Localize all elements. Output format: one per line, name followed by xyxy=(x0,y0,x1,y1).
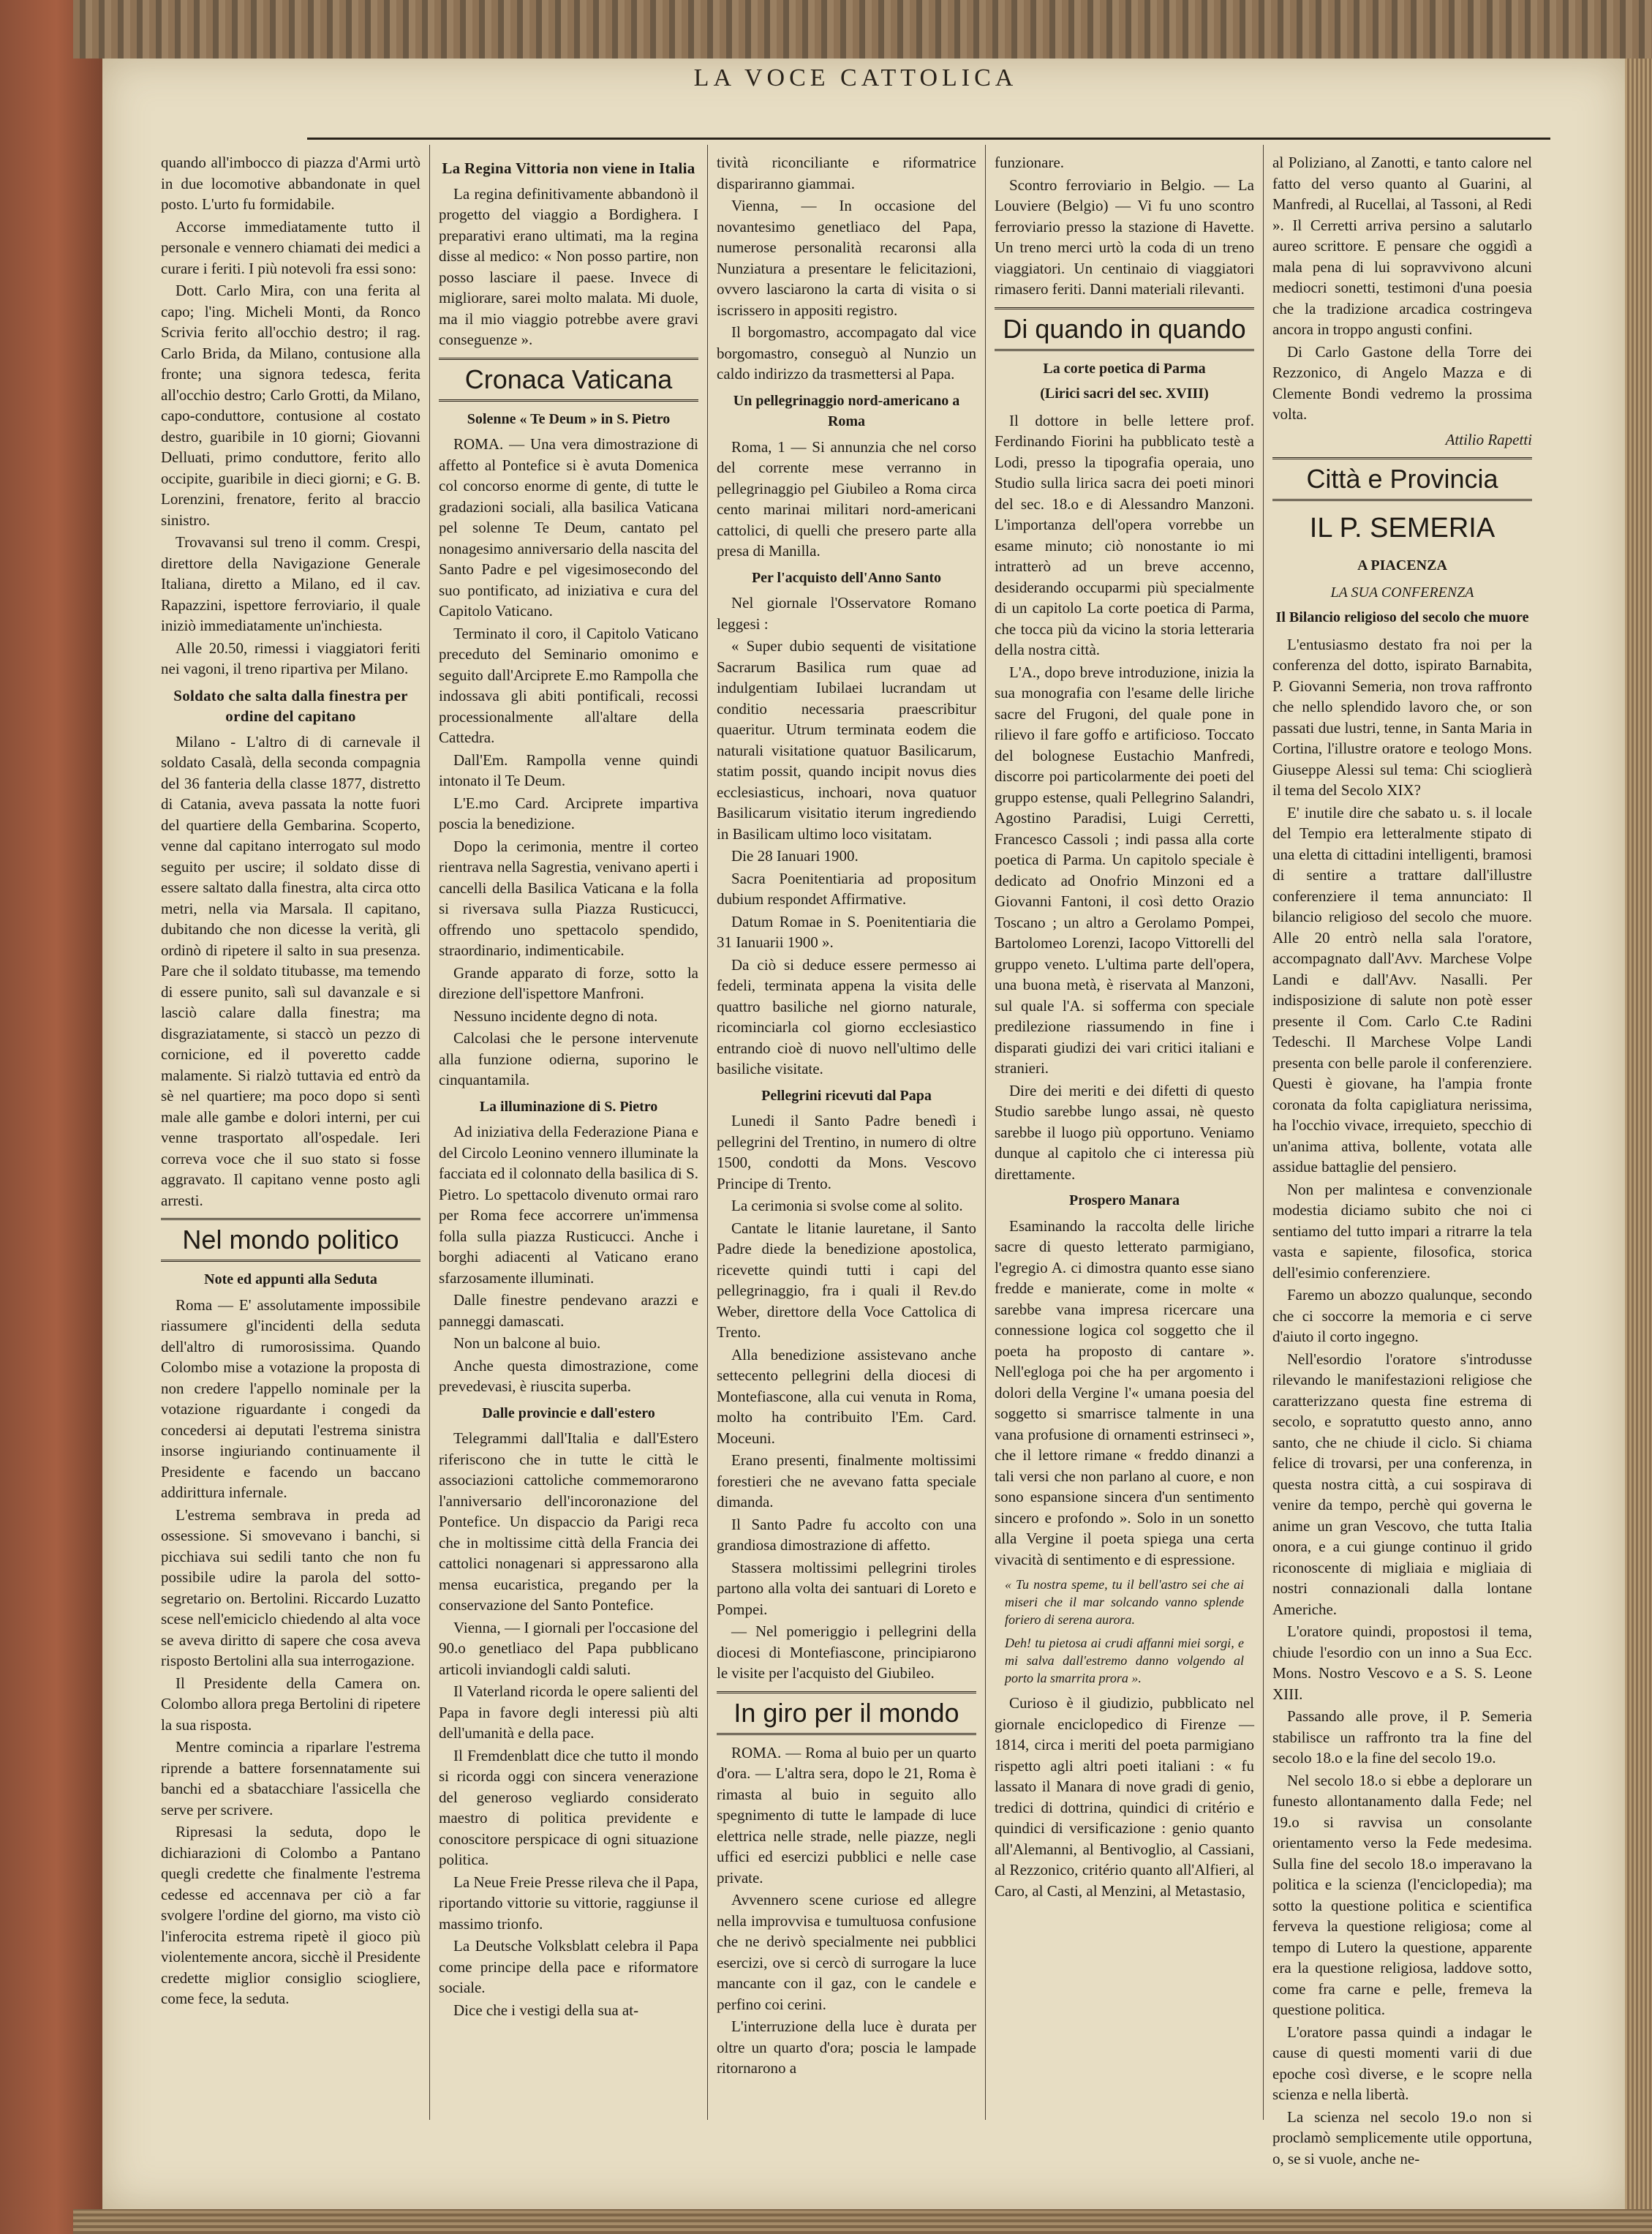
paragraph: Ripresasi la seduta, dopo le dichiarazioni di Colombo a Pantano quegli credette che finalmente l'estrema cedesse ed accennava per ciò a far svolgere l'ordine del giorno, ma visto ciò l'inferocita estrema ripetè il gioco più violentemente ancora, sicchè il Presidente credette miglior consiglio sciogliere, come fece, la seduta. xyxy=(161,1823,420,2007)
article-headline: Solenne « Te Deum » in S. Pietro xyxy=(467,410,671,427)
paragraph: Mentre comincia a riparlare l'estrema riprende a battere forsennatamente sui banchi ed a sbatacchiare l'assicella che serve per scrivere. xyxy=(161,1738,420,1819)
paragraph: Erano presenti, finalmente moltissimi forestieri che ne avevano fatta speciale dimanda. xyxy=(717,1451,976,1511)
article-headline: La Regina Vittoria non viene in Italia xyxy=(442,159,695,177)
paragraph: La regina definitivamente abbandonò il progetto del viaggio a Bordighera. I preparativi erano ultimati, ma la regina disse al medico: « Non posso partire, non posso lasciare il paese. Invece di migliorare, sarei molto malata. Mi duole, ma il mio viaggio potrebbe avere gravi conseguenze ». xyxy=(439,184,698,348)
binding-spine xyxy=(0,0,102,2234)
article-headline: Prospero Manara xyxy=(1069,1192,1180,1208)
paragraph: Dopo la cerimonia, mentre il corteo rientrava nella Sagrestia, venivano aperti i cancelli della Basilica Vaticana e la folla si riversava sulla Piazza Rusticucci, offrendo uno spettacolo spendido, straordinario, indimenticabile. xyxy=(439,837,698,959)
paragraph: Nessuno incidente degno di nota. xyxy=(453,1007,658,1025)
paragraph: Da ciò si deduce essere permesso ai fedeli, terminata appena la visita delle quattro basiliche nel giorno naturale, ricominciarla col giorno ecclesiastico entrando cioè di nuovo nell'ultimo delle basiliche visitate. xyxy=(717,955,976,1077)
article-headline: Per l'acquisto dell'Anno Santo xyxy=(751,569,942,586)
paragraph: Telegrammi dall'Italia e dall'Estero riferiscono che in tutte le città le associazioni cattoliche commemorarono l'anniversario dell'incoronazione del Pontefice. Un dispaccio da Parigi reca che in moltissime città della Francia dei cattolici nonagenari si appressarono alla mensa eucaristica, pregando per la conservazione del Santo Pontefice. xyxy=(439,1429,698,1614)
paragraph: La scienza nel secolo 19.o non si proclamò semplicemente utile opportuna, o, se si vuole, anche ne- xyxy=(1272,2107,1532,2167)
paragraph: — Nel pomeriggio i pellegrini della diocesi di Montefiascone, principiarono le visite per l'acquisto del Giubileo. xyxy=(717,1622,976,1682)
verse-quote: Deh! tu pietosa ai crudi affanni miei sorgi, e mi salva dall'estremo danno volgendo al porto la smarrita prora ». xyxy=(1005,1636,1244,1685)
masthead-rule xyxy=(307,138,1550,140)
paragraph: Milano - L'altro di di carnevale il soldato Casalà, della seconda compagnia del 36 fanteria della classe 1877, distretto di Catania, aveva passata la notte fuori del quartiere della Gembarina. Scoperto, venne dal capitano interrogato sul modo seguito per uscire; il soldato disse di essere saltato dalla finestra, alta circa otto metri, nella via Marsala. Il capitano, dubitando che non dicesse la verità, gli ordinò di ripetere il salto in sua presenza. Pare che il soldato titubasse, ma temendo di essere punito, salì sul davanzale e si lasciò calare dalla finestra; ma disgraziatamente, si staccò un pezzo di cornicione, ed il poveretto cadde malamente. Si rialzò tuttavia ed entrò da sè nel quartiere; ma poco dopo si sentì male alle gambe e dolori interni, per cui venne trasportato all'ospedale. Ieri correva voce che il suo stato si fosse aggravato. Il capitano venne posto agli arresti. xyxy=(161,732,420,1209)
paragraph: Roma — E' assolutamente impossibile riassumere gl'incidenti della seduta dell'altro di rumorosissima. Quando Colombo mise a votazione la proposta di non credere l'appello nominale per la votazione riguardante i congedi da concedersi ai deputati l'estrema sinistra insorse ingiuriando continuamente il Presidente e facendo un baccano addirittura infernale. xyxy=(161,1295,420,1501)
paragraph: Die 28 Ianuari 1900. xyxy=(731,847,859,865)
paragraph: Il Santo Padre fu accolto con una grandiosa dimostrazione di affetto. xyxy=(717,1515,976,1554)
section-heading: Città e Provincia xyxy=(1272,457,1532,501)
paragraph: Esaminando la raccolta delle liriche sacre di questo letterato parmigiano, l'egregio A. ci dimostra quanto esse siano fredde e manierate, come in molte « sarebbe vana impresa ricercare una connessione logica col soggetto che il poeta ha proposto di cantare ». Nell'egloga poi che ha per argomento i dolori della Vergine l'« umana poesia del soggetto si smarrisce talmente in una vana profusione di ornamenti estrinseci », che il lettore rimane « freddo dinanzi a tali versi che non parlano al cuore, e non sono espansione sincera d'un sentimento sincero e profondo ». Solo in un sonetto alla Vergine il poeta spiega una certa vivacità di sentimento e di espressione. xyxy=(995,1216,1254,1568)
paragraph: Lunedi il Santo Padre benedì i pellegrini del Trentino, in numero di oltre 1500, condotti da Mons. Vescovo Principe di Trento. xyxy=(717,1112,976,1192)
paragraph: La cerimonia si svolse come al solito. xyxy=(731,1197,963,1214)
paragraph: L'oratore passa quindi a indagar le cause di questi momenti varii di due epoche così diverse, e le scopre nella scienza e nella libertà. xyxy=(1272,2023,1532,2103)
paragraph: Cantate le litanie lauretane, il Santo Padre diede la benedizione apostolica, ricevette quindi tutti i capi del pellegrinaggio, fra i quali il Rev.do Weber, direttore della Voce Cattolica di Trento. xyxy=(717,1219,976,1341)
paragraph: Di Carlo Gastone della Torre dei Rezzonico, di Angelo Mazza e di Clemente Bondi vedremo la prossima volta. xyxy=(1272,342,1532,423)
paragraph: funzionare. xyxy=(995,154,1065,171)
paragraph: Dire dei meriti e dei difetti di questo Studio sarebbe lungo assai, nè questo sarebbe il luogo più opportuno. Veniamo dunque al capitolo che ci interessa più direttamente. xyxy=(995,1081,1254,1183)
paragraph: Dice che i vestigi della sua at- xyxy=(453,2001,639,2019)
column-divider xyxy=(707,145,708,2120)
paragraph: Dott. Carlo Mira, con una ferita al capo; l'ing. Micheli Monti, da Ronco Scrivia ferito all'occhio destro; il rag. Carlo Brida, da Milano, contusione alla fronte; una signora tedesca, ferita all'occhio destro; Carlo Grotti, da Milano, capo-conduttore, contusione al costato destro, guaribile in 10 giorni; Giovanni Delluati, primo conduttore, ferito allo occipite, guaribile in dieci giorni; e G. B. Lorenzini, frenatore, ferito al braccio sinistro. xyxy=(161,282,420,529)
article-headline: Dalle provincie e dall'estero xyxy=(482,1404,655,1421)
section-heading: Di quando in quando xyxy=(995,307,1254,351)
article-headline: Soldato che salta dalla finestra per ordine del capitano xyxy=(173,686,408,725)
paragraph: Ad iniziativa della Federazione Piana e del Circolo Leonino vennero illuminate la facciata ed il colonnato della basilica di S. Pietro. Lo spettacolo divenuto ormai raro per Roma fece accorrere un'immensa folla sulla piazza Rusticucci. Anche i borghi adiacenti al Vaticano erano sfarzosamente illuminati. xyxy=(439,1123,698,1287)
paragraph: L'estrema sembrava in preda ad ossessione. Si smovevano i banchi, si picchiava sui sedili tanto che non fu possibile udire la parola del sotto-segretario on. Bertolini. Riccardo Luzatto scese nell'emiciclo chiedendo al alta voce se aveva diritto di sapere che cosa aveva risposto Bertolini alla sua interrogazione. xyxy=(161,1505,420,1669)
paragraph: E' inutile dire che sabato u. s. il locale del Tempio era letteralmente stipato di una eletta di cittadini intelligenti, bramosi di sentire a trattare dall'illustre conferenziere il tema annunciato: Il bilancio religioso del secolo che muore. Alle 20 entrò nella sala l'oratore, accompagnato dall'Avv. Marchese Volpe Landi e dall'Avv. Nasalli. Per indisposizione di salute non potè esser presente il Com. Carlo C.te Radini Tedeschi. Il Marchese Volpe Landi presenta con belle parole il conferenziere. Questi è giovane, ha l'ampia fronte coronata da folta capigliatura nerissima, ha l'occhio vivace, irrequieto, specchio di un'anima attiva, bollente, votata alle assidue battaglie del pensiero. xyxy=(1272,803,1532,1176)
paragraph: ROMA. — Roma al buio per un quarto d'ora. — L'altra sera, dopo le 21, Roma è rimasta al buio in seguito allo spegnimento di tutte le lampade di luce elettrica nelle strade, nelle piazze, negli uffici ed esercizi pubblici e nelle case private. xyxy=(717,1743,976,1887)
paragraph: quando all'imbocco di piazza d'Armi urtò in due locomotive abbandonate in quel posto. L'urto fu formidabile. xyxy=(161,154,420,213)
paragraph: Il Vaterland ricorda le opere salienti del Papa in favore degli interessi più alti dell'umanità e della pace. xyxy=(439,1682,698,1742)
paragraph: Dalle finestre pendevano arazzi e panneggi damascati. xyxy=(439,1291,698,1330)
paragraph: tività riconciliante e riformatrice dispariranno giammai. xyxy=(717,154,976,192)
paragraph: Nel giornale l'Osservatore Romano leggesi : xyxy=(717,594,976,633)
paragraph: L'oratore quindi, propostosi il tema, chiude l'esordio con un inno a Sua Ecc. Mons. Nostro Vescovo e a S. S. Leone XIII. xyxy=(1272,1622,1532,1703)
column-3 xyxy=(717,152,976,2120)
paragraph: Alla benedizione assistevano anche settecento pellegrini della diocesi di Montefiascone, alla cui venuta in Roma, molto ha contribuito l'Em. Card. Moceuni. xyxy=(717,1345,976,1447)
paragraph: Nell'esordio l'oratore s'introdusse rilevando le manifestazioni religiose che caratterizzano questa fine estrema di secolo, e sopratutto questo anno, anno santo, che ne chiude il ciclo. Si chiama felice di trovarsi, per una conferenza, in questa nostra città, a cui sospirava di venire da tempo, perchè qui governa le anime un gran Vescovo, che tutta Italia onora, e a cui giunge continuo il grido riconoscente di migliaia e migliaia di nostri connazionali dalla lontane Americhe. xyxy=(1272,1350,1532,1618)
paragraph: L'A., dopo breve introduzione, inizia la sua monografia con l'esame delle liriche sacre del Frugoni, del quale pone in rilievo il fare goffo e artificioso. Toccato del bolognese Eustachio Manfredi, discorre poi particolarmente dei poeti del gruppo estense, quali Pellegrino Salandri, Agostino Paradisi, Luigi Cerretti, Francesco Cassoli ; indi passa alla corte poetica di Parma. Un capitolo speciale è dedicato ad Onofrio Minzoni ed a Giovanni Fantoni, il così detto Orazio Toscano ; un altro a Gerolamo Pompei, Bartolomeo Lorenzi, Iacopo Vittorelli del gruppo veneto. L'ultima parte dell'opera, una buona metà, è riservata al Manzoni, sul quale l'A. si sofferma con speciale predilezione riassumendo in fine i disparati giudizi dei vari critici italiani e stranieri. xyxy=(995,663,1254,1077)
paragraph: Scontro ferroviario in Belgio. — La Louviere (Belgio) — Vi fu uno scontro ferroviario presso la stazione di Havette. Un treno merci urtò la coda di un treno viaggiatori. Un centinaio di viaggiatori rimasero feriti. Danni materiali rilevanti. xyxy=(995,176,1254,298)
paragraph: Sacra Poenitentiaria ad propositum dubium respondet Affirmative. xyxy=(717,869,976,908)
verse-quote: « Tu nostra speme, tu il bell'astro sei che ai miseri che il mar solcando vanno splende foriero di serena aurora. xyxy=(1005,1577,1244,1627)
paragraph: L'entusiasmo destato fra noi per la conferenza del dotto, ispirato Barnabita, P. Giovanni Semeria, non trova raffronto che nello splendido lavoro che, or son passati due lustri, tenne, in Santa Maria in Cortina, l'illustre oratore e teologo Mons. Giuseppe Alessi sul tema: Chi scioglierà il tema del Secolo XIX? xyxy=(1272,635,1532,799)
paragraph: Nel secolo 18.o si ebbe a deplorare un funesto allontanamento dalla Fede; nel 19.o si ravvisa un consolante orientamento verso la Fede medesima. Sulla fine del secolo 18.o imperavano la politica e la scienza (l'enciclopedia); ma sotto la questione politica e scientifica ferveva la questione religiosa; come al tempo di Lutero la questione, apparente era la questione religiosa, laddove sotto, come fra carne e pelle, fremeva la questione politica. xyxy=(1272,1771,1532,2018)
newspaper-page xyxy=(102,59,1625,2209)
paragraph: Anche questa dimostrazione, come prevedevasi, è riuscita superba. xyxy=(439,1356,698,1395)
paragraph: Il borgomastro, accompagato dal vice borgomastro, conseguò al Nunzio un caldo indirizzo da trasmettersi al Papa. xyxy=(717,323,976,383)
paragraph: Dall'Em. Rampolla venne quindi intonato il Te Deum. xyxy=(439,751,698,789)
column-5 xyxy=(1272,152,1532,2167)
paragraph: Alle 20.50, rimessi i viaggiatori feriti nei vagoni, il treno ripartiva per Milano. xyxy=(161,639,420,677)
author-signature: Attilio Rapetti xyxy=(1445,430,1532,448)
page-stack-top-edge xyxy=(73,0,1652,59)
paragraph: L'E.mo Card. Arciprete impartiva poscia la benedizione. xyxy=(439,794,698,832)
paragraph: Terminato il coro, il Capitolo Vaticano preceduto del Seminario omonimo e seguito dall'Arciprete E.mo Rampolla che indossava gli abiti pontificali, recossi processionalmente all'altare della Cattedra. xyxy=(439,624,698,746)
paragraph: L'interruzione della luce è durata per oltre un quarto d'ora; poscia le lampade ritornarono a xyxy=(717,2017,976,2077)
article-subheading: (Lirici sacri del sec. XVIII) xyxy=(1040,386,1209,402)
section-heading: Cronaca Vaticana xyxy=(439,358,698,402)
article-headline: Pellegrini ricevuti dal Papa xyxy=(761,1087,932,1104)
paragraph: Calcolasi che le persone intervenute alla funzione odierna, suporino le cinquantamila. xyxy=(439,1029,698,1088)
paragraph: La Neue Freie Presse rileva che il Papa, riportando vittorie su vittorie, raggiunse il massimo trionfo. xyxy=(439,1873,698,1933)
paragraph: Stassera moltissimi pellegrini tiroles partono alla volta dei santuari di Loreto e Pompei. xyxy=(717,1558,976,1618)
article-headline: La corte poetica di Parma xyxy=(1043,360,1206,377)
page-stack-bottom-edge xyxy=(73,2209,1652,2234)
paragraph: Vienna, — In occasione del novantesimo genetliaco del Papa, numerose personalità recaronsi alla Nunziatura a presentare le felicitazioni, ovvero lasciarono la carta di visita o si iscrissero in appositi registro. xyxy=(717,197,976,319)
paragraph: « Super dubio sequenti de visitatione Sacrarum Basilica rum quae ad indulgentiam Iubilaei lucrandam ut conditio necessaria praescribitur quaeritur. Utrum terminata eodem die naturali visitatione quatuor Basilicarum, statim possit, quando incipit novus dies ecclesiasticus, inchoari, nova quatuor Basilicarum visitatio iterum ingrediendo in Basilicam ultimo loco visitatam. xyxy=(717,637,976,843)
section-heading: Nel mondo politico xyxy=(161,1218,420,1262)
article-headline: Un pellegrinaggio nord-americano a Roma xyxy=(733,392,960,429)
paragraph: Non un balcone al buio. xyxy=(453,1334,601,1352)
paragraph: Accorse immediatamente tutto il personale e vennero chiamati dei medici a curare i feriti. I più notevoli fra essi sono: xyxy=(161,217,420,277)
paragraph: Grande apparato di forze, sotto la direzione dell'ispettore Manfroni. xyxy=(439,963,698,1002)
article-subheading: A PIACENZA xyxy=(1357,557,1447,573)
article-headline: Note ed appunti alla Seduta xyxy=(204,1271,377,1287)
column-1 xyxy=(161,152,420,2120)
paragraph: Il Presidente della Camera on. Colombo allora prega Bertolini di ripetere la sua risposta. xyxy=(161,1674,420,1734)
paragraph: Roma, 1 — Si annunzia che nel corso del corrente mese verranno in pellegrinaggio pel Giubileo a Roma circa cento marinai militari nord-americani cattolici, di quelli che presero parte alla presa di Manilla. xyxy=(717,437,976,560)
article-headline: La illuminazione di S. Pietro xyxy=(479,1098,658,1115)
page-stack-right-edge xyxy=(1625,59,1652,2234)
column-divider xyxy=(1263,145,1264,2120)
paragraph: La Deutsche Volksblatt celebra il Papa come principe della pace e riformatore sociale. xyxy=(439,1937,698,1996)
paragraph: Non per malintesa e convenzionale modestia diciamo subito che noi ci sentiamo del tutto impari a ritrarre la tela vasta e sapiente, filosofica, storica dell'esimio conferenziere. xyxy=(1272,1180,1532,1282)
paragraph: Avvennero scene curiose ed allegre nella improvvisa e tumultuosa confusione che ne derivò specialmente nei pubblici esercizi, ove si cercò di surrogare la luce mancante con il gaz, con le candele e perfino coi cerini. xyxy=(717,1891,976,2013)
column-4 xyxy=(995,152,1254,2120)
column-divider xyxy=(985,145,986,2120)
paragraph: Il dottore in belle lettere prof. Ferdinando Fiorini ha pubblicato testè a Lodi, presso la tipografia operaia, uno Studio sulla lirica sacra dei poeti minori del sec. 18.o e di Alessandro Manzoni. L'importanza dell'opera vorrebbe un esame minuto; ciò nonostante io mi intratterò ad un breve accenno, desiderando occuparmi più specialmente di un capitolo La corte poetica di Parma, che tocca più da vicino la storia letteraria della nostra città. xyxy=(995,411,1254,658)
paragraph: Faremo un abozzo qualunque, secondo che ci soccorre la memoria e ci serve d'aiuto il corto ingegno. xyxy=(1272,1286,1532,1345)
article-subheading: Il Bilancio religioso del secolo che muore xyxy=(1275,609,1529,625)
paragraph: Curioso è il giudizio, pubblicato nel giornale enciclopedico di Firenze — 1814, circa i meriti del poeta parmigiano rispetto agli altri poeti italiani : « fu lassato il Manara di nove gradi di genio, tredici di dottrina, quindici di critério e quindici di versificazione : genio quanto all'Alemanni, al Bentivoglio, al Cassiani, al Rezzonico, critério quanto all'Alfieri, al Caro, al Casti, al Menzini, al Metastasio, xyxy=(995,1694,1254,1900)
paragraph: Trovavansi sul treno il comm. Crespi, direttore della Navigazione Generale Italiana, diretto a Milano, ed il cav. Rapazzini, ispettore ferroviario, il quale iniziò immediatamente un'inchiesta. xyxy=(161,533,420,634)
article-headline: IL P. SEMERIA xyxy=(1309,513,1496,544)
paragraph: Vienna, — I giornali per l'occasione del 90.o genetliaco del Papa pubblicano articoli inviandogli caldi saluti. xyxy=(439,1618,698,1678)
column-divider xyxy=(429,145,430,2120)
article-subheading: LA SUA CONFERENZA xyxy=(1330,584,1474,601)
paragraph: ROMA. — Una vera dimostrazione di affetto al Pontefice si è avuta Domenica col concorso enorme di gente, di tutte le gradazioni sociali, alla basilica Vaticana pel solenne Te Deum, cantato pel nonagesimo anniversario della nascita del Santo Padre e pel vigesimosecondo del suo pontificato, ad iniziativa e cura del Capitolo Vaticano. xyxy=(439,435,698,620)
paragraph: al Poliziano, al Zanotti, e tanto calore nel fatto del verso quanto al Guarini, al Manfredi, al Rucellai, al Tassoni, al Redi ». Il Cerretti arriva persino a salutarlo aureo scrittore. E pensare che oggidì a mala pena di lui sopravvivono alcuni mediocri sonetti, testimoni d'una poesia che la tradizione arcadica costringeva ancora in troppo angusti confini. xyxy=(1272,154,1532,338)
column-2 xyxy=(439,152,698,2120)
paragraph: Datum Romae in S. Poenitentiaria die 31 Ianuarii 1900 ». xyxy=(717,912,976,951)
paragraph: Passando alle prove, il P. Semeria stabilisce un raffronto tra la fine del secolo 18.o e la fine del secolo 19.o. xyxy=(1272,1707,1532,1767)
section-heading: In giro per il mondo xyxy=(717,1691,976,1735)
paragraph: Il Fremdenblatt dice che tutto il mondo si ricorda oggi con sincera venerazione del generoso vegliardo considerato maestro di politica previdente e conoscitore perspicace di ogni situazione politica. xyxy=(439,1746,698,1868)
masthead: LA VOCE CATTOLICA xyxy=(693,64,1018,91)
